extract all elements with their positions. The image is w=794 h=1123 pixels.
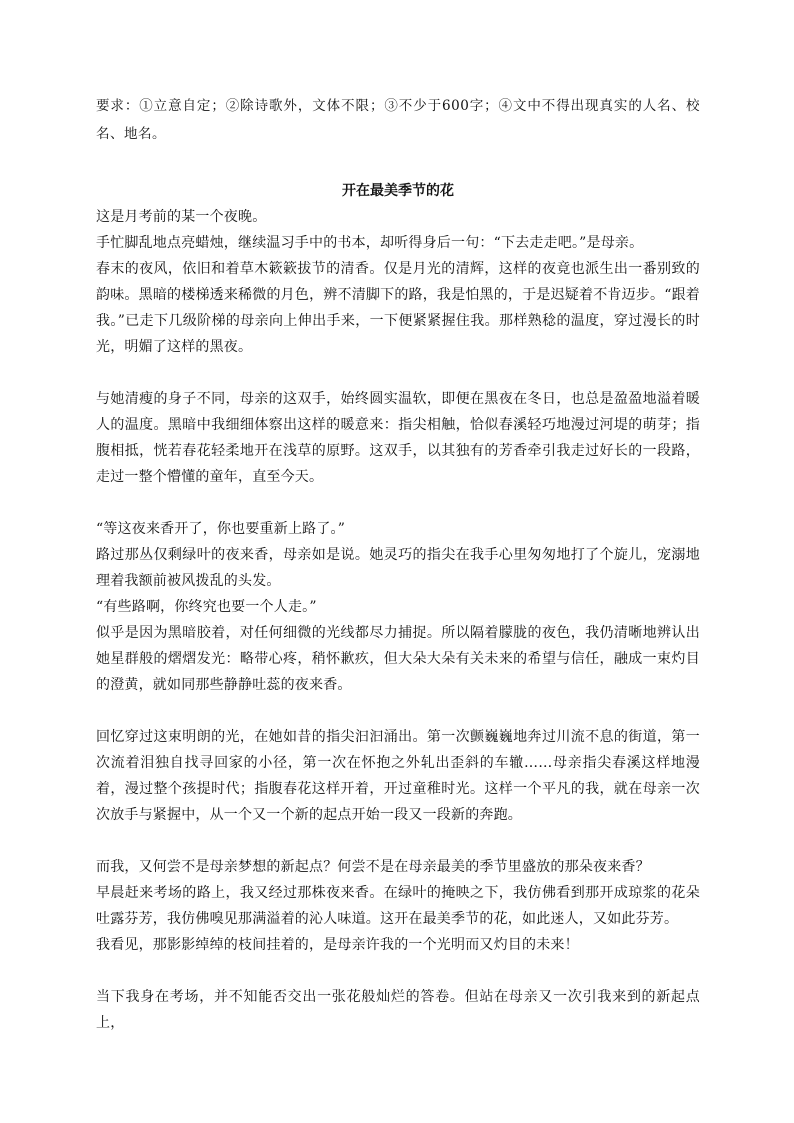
essay-paragraph: 似乎是因为黑暗胶着，对任何细微的光线都尽力捕捉。所以隔着朦胧的夜色，我仍清晰地辨认出她星群般的熠熠发光：略带心疼，稍怀歉疚，但大朵大朵有关未来的希望与信任，融成一束灼目的澄黄，就如同那些静静吐蕊的夜来香。 [96, 625, 700, 693]
essay-paragraph: 而我，又何尝不是母亲梦想的新起点？何尝不是在母亲最美的季节里盛放的那朵夜来香？ [96, 859, 650, 875]
document-page [96, 92, 700, 1036]
essay-title: 开在最美季节的花 [342, 183, 454, 199]
essay-paragraph: 我看见，那影影绰绰的枝间挂着的，是母亲许我的一个光明而又灼目的未来！ [96, 937, 579, 953]
essay-paragraph: 当下我身在考场，并不知能否交出一张花般灿烂的答卷。但站在母亲又一次引我来到的新起点上， [96, 989, 700, 1031]
essay-paragraph: 路过那丛仅剩绿叶的夜来香，母亲如是说。她灵巧的指尖在我手心里匆匆地打了个旋儿，宠溺地理着我额前被风拨乱的头发。 [96, 547, 700, 589]
essay-paragraph: 手忙脚乱地点亮蜡烛，继续温习手中的书本，却听得身后一句：“下去走走吧。”是母亲。 [96, 235, 644, 251]
essay-paragraph: 回忆穿过这束明朗的光，在她如昔的指尖汩汩涌出。第一次颤巍巍地奔过川流不息的街道，第一次流着泪独自找寻回家的小径，第一次在怀抱之外轧出歪斜的车辙……母亲指尖春溪这样地漫着，漫过整个孩提时代；指腹春花这样开着，开过童稚时光。这样一个平凡的我，就在母亲一次次放手与紧握中，从一个又一个新的起点开始一段又一段新的奔跑。 [96, 729, 700, 823]
essay-paragraph: “等这夜来香开了，你也要重新上路了。” [96, 521, 346, 537]
essay-paragraph: 这是月考前的某一个夜晚。 [96, 209, 267, 225]
essay-paragraph: 春末的夜风，依旧和着草木簌簌拔节的清香。仅是月光的清辉，这样的夜竟也派生出一番别致的韵味。黑暗的楼梯透来稀微的月色，辨不清脚下的路，我是怕黑的，于是迟疑着不肯迈步。“跟着我。”已走下几级阶梯的母亲向上伸出手来，一下便紧紧握住我。那样熟稔的温度，穿过漫长的时光，明媚了这样的黑夜。 [96, 261, 700, 355]
essay-paragraph: 早晨赶来考场的路上，我又经过那株夜来香。在绿叶的掩映之下，我仿佛看到那开成琼浆的花朵吐露芬芳，我仿佛嗅见那满溢着的沁人味道。这开在最美季节的花，如此迷人，又如此芬芳。 [96, 885, 700, 927]
essay-paragraph: 与她清瘦的身子不同，母亲的这双手，始终圆实温软，即便在黑夜在冬日，也总是盈盈地溢着暖人的温度。黑暗中我细细体察出这样的暖意来：指尖相触，恰似春溪轻巧地漫过河堤的萌芽；指腹相抵，恍若春花轻柔地开在浅草的原野。这双手，以其独有的芳香牵引我走过好长的一段路，走过一整个懵懂的童年，直至今天。 [96, 391, 700, 485]
writing-requirement: 要求：①立意自定；②除诗歌外，文体不限；③不少于600字；④文中不得出现真实的人名、校名、地名。 [96, 98, 700, 142]
essay-paragraph: “有些路啊，你终究也要一个人走。” [96, 599, 317, 615]
